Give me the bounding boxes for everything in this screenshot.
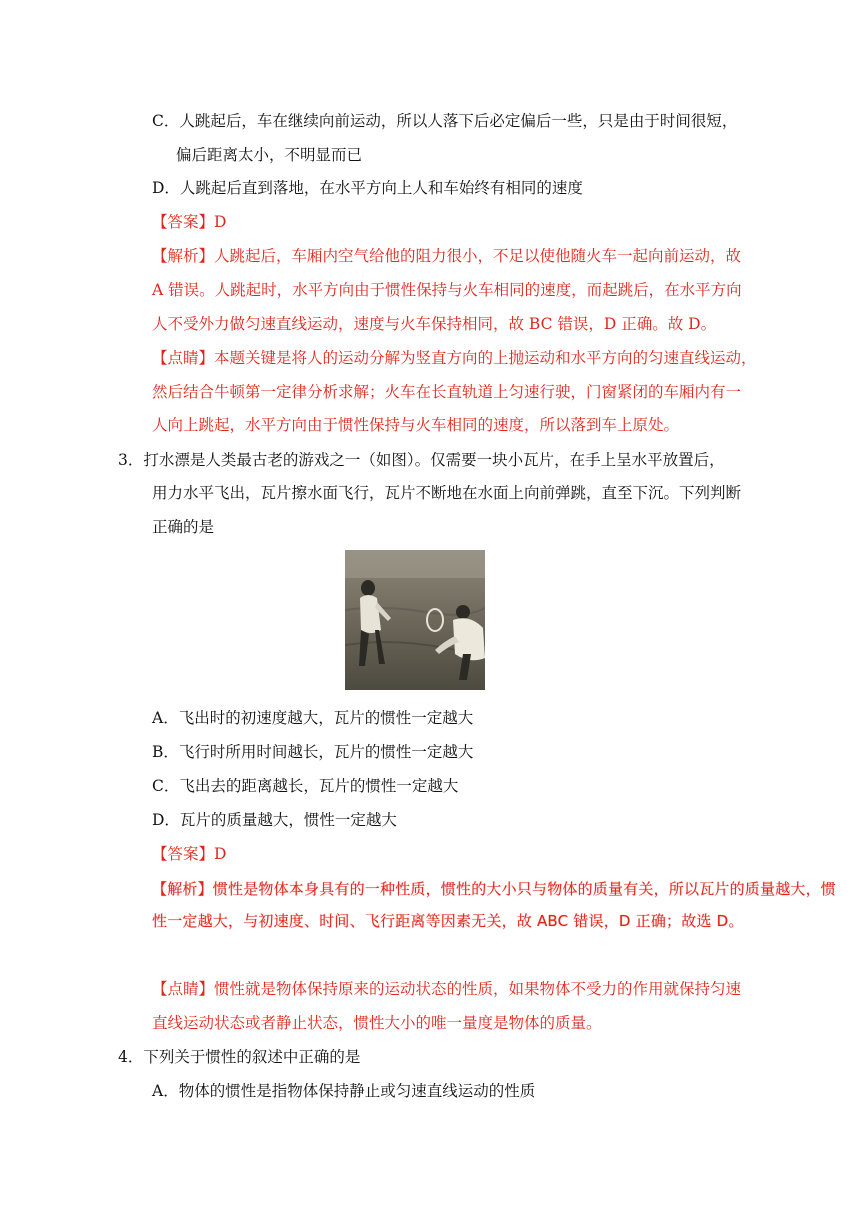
analysis-2-line-2: 性一定越大，与初速度、时间、飞行距离等因素无关，故 ABC 错误，D 正确；故选 D。 xyxy=(152,912,744,930)
question-3-line-2: 用力水平飞出，瓦片擦水面飞行，瓦片不断地在水面上向前弹跳，直至下沉。下列判断 xyxy=(152,484,742,502)
comment-line-3: 人向上跳起，水平方向由于惯性保持与火车相同的速度，所以落到车上原处。 xyxy=(152,416,680,434)
option-c2-text: C．飞出去的距离越长，瓦片的惯性一定越大 xyxy=(152,777,459,795)
comment-line-2: 然后结合牛顿第一定律分析求解；火车在长直轨道上匀速行驶，门窗紧闭的车厢内有一 xyxy=(152,383,742,401)
comment-2-line-2: 直线运动状态或者静止状态，惯性大小的唯一量度是物体的质量。 xyxy=(152,1014,602,1032)
question-3-line-1: 3．打水漂是人类最古老的游戏之一（如图）。仅需要一块小瓦片，在手上呈水平放置后， xyxy=(118,451,725,469)
answer-label-2: 【答案】D xyxy=(152,845,227,863)
analysis-2-line-1: 【解析】惯性是物体本身具有的一种性质，惯性的大小只与物体的质量有关，所以瓦片的质量越大，惯 xyxy=(152,880,837,898)
answer-label: 【答案】D xyxy=(152,213,227,231)
analysis-line-1: 【解析】人跳起后，车厢内空气给他的阻力很小，不足以使他随火车一起向前运动，故 xyxy=(152,247,742,265)
option-a-text: A．飞出时的初速度越大，瓦片的惯性一定越大 xyxy=(152,709,474,727)
comment-2-line-1: 【点睛】惯性就是物体保持原来的运动状态的性质，如果物体不受力的作用就保持匀速 xyxy=(152,980,742,998)
option-c-text: C．人跳起后，车在继续向前运动，所以人落下后必定偏后一些，只是由于时间很短， xyxy=(152,112,738,130)
analysis-line-3: 人不受外力做匀速直线运动，速度与火车保持相同，故 BC 错误，D 正确。故 D。 xyxy=(152,315,717,333)
question-4-line-1: 4．下列关于惯性的叙述中正确的是 xyxy=(118,1048,361,1066)
stone-skipping-photo xyxy=(345,550,485,690)
question-4-option-a: A．物体的惯性是指物体保持静止或匀速直线运动的性质 xyxy=(152,1082,536,1100)
analysis-line-2: A 错误。人跳起时，水平方向由于惯性保持与火车相同的速度，而起跳后，在水平方向 xyxy=(152,281,742,299)
question-3-line-3: 正确的是 xyxy=(152,518,215,536)
comment-line-1: 【点睛】本题关键是将人的运动分解为竖直方向的上抛运动和水平方向的匀速直线运动， xyxy=(152,349,757,367)
option-b-text: B．飞行时所用时间越长，瓦片的惯性一定越大 xyxy=(152,743,474,761)
option-c-continuation: 偏后距离太小，不明显而已 xyxy=(176,146,363,164)
option-d-text: D．人跳起后直到落地，在水平方向上人和车始终有相同的速度 xyxy=(152,179,583,197)
option-d2-text: D．瓦片的质量越大，惯性一定越大 xyxy=(152,811,397,829)
